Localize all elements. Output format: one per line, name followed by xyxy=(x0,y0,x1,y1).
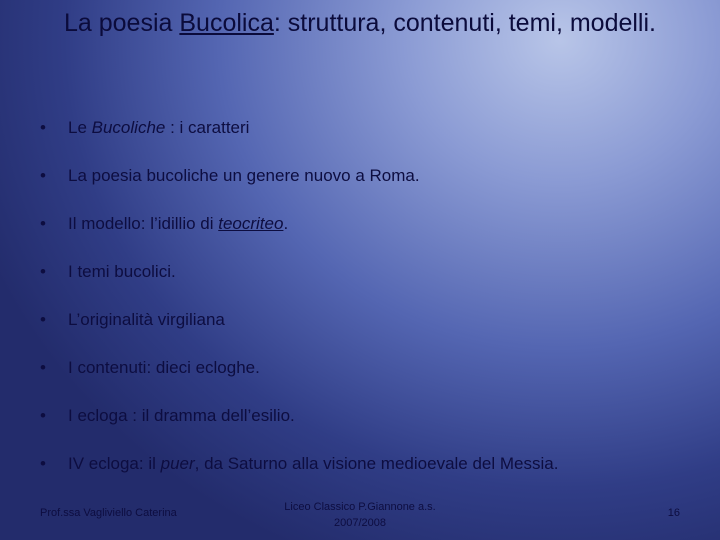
title-part-2: : struttura, contenuti, temi, modelli. xyxy=(273,9,656,37)
bullet-marker: • xyxy=(40,166,46,185)
bullet-item xyxy=(40,448,558,496)
slide-title xyxy=(30,8,690,39)
bullet-item xyxy=(40,208,558,256)
bullet-text: La poesia bucoliche un genere nuovo a Roma. xyxy=(68,166,420,185)
bullet-item xyxy=(40,352,558,400)
bullet-item xyxy=(40,256,558,304)
bullet-marker: • xyxy=(40,310,46,329)
bullet-text: L’originalità virgiliana xyxy=(68,310,225,329)
bullet-text: Il modello: l’idillio di xyxy=(68,214,219,233)
bullet-marker: • xyxy=(40,214,46,233)
bullet-italic-text: Bucoliche xyxy=(91,118,166,137)
bullet-marker: • xyxy=(40,406,46,425)
bullet-item xyxy=(40,160,558,208)
bullet-text: I contenuti: dieci ecloghe. xyxy=(68,358,260,377)
bullet-text: IV ecloga: il xyxy=(68,454,161,473)
bullet-marker: • xyxy=(40,454,46,473)
footer-school-line-2: 2007/2008 xyxy=(334,517,386,529)
bullet-italic-text: puer xyxy=(160,454,195,473)
bullet-italic-underlined-text: teocriteo xyxy=(218,214,284,233)
bullet-text: : i caratteri xyxy=(165,118,250,137)
bullet-marker: • xyxy=(40,358,46,377)
bullet-text: I ecloga : il dramma dell’esilio. xyxy=(68,406,295,425)
footer-school xyxy=(260,499,460,531)
slide-number: 16 xyxy=(667,507,680,519)
bullet-marker: • xyxy=(40,118,46,137)
footer-school-line-1: Liceo Classico P.Giannone a.s. xyxy=(284,501,436,513)
bullet-text: . xyxy=(283,214,289,233)
footer-author: Prof.ssa Vagliviello Caterina xyxy=(40,507,177,519)
bullet-text: Le xyxy=(68,118,92,137)
bullet-text: I temi bucolici. xyxy=(68,262,176,281)
bullet-item xyxy=(40,304,558,352)
bullet-item xyxy=(40,112,558,160)
title-underlined-word: Bucolica xyxy=(179,9,274,37)
bullet-list xyxy=(40,112,558,496)
bullet-marker: • xyxy=(40,262,46,281)
title-part-1: La poesia xyxy=(64,9,180,37)
bullet-text: , da Saturno alla visione medioevale del Messia. xyxy=(194,454,559,473)
bullet-item xyxy=(40,400,558,448)
